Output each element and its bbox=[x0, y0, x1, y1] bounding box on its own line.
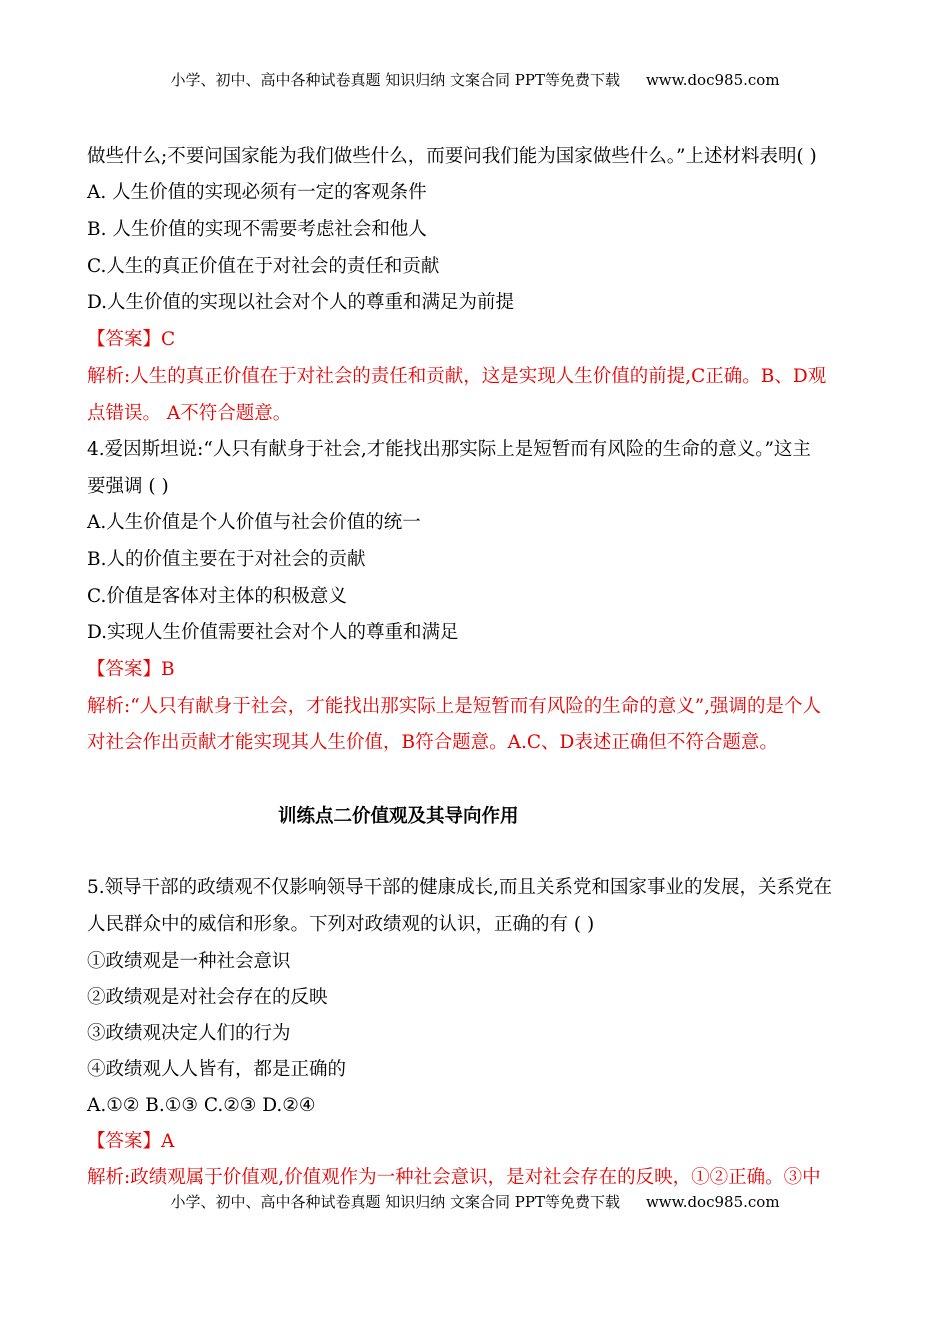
q4-option-c: C.价值是客体对主体的积极意义 bbox=[87, 586, 347, 607]
q4-option-b: B.人的价值主要在于对社会的贡献 bbox=[87, 549, 366, 570]
q3-stem: 做些什么;不要问国家能为我们做些什么，而要问我们能为国家做些什么。”上述材料表明( ) bbox=[87, 146, 817, 167]
q3-analysis-line-2: 点错误。 A不符合题意。 bbox=[87, 403, 292, 424]
q5-item-3: ③政绩观决定人们的行为 bbox=[87, 1023, 291, 1044]
q5-item-1: ①政绩观是一种社会意识 bbox=[87, 951, 291, 972]
q3-option-b: B. 人生价值的实现不需要考虑社会和他人 bbox=[87, 219, 427, 240]
q5-item-2: ②政绩观是对社会存在的反映 bbox=[87, 987, 328, 1008]
q5-options: A.①② B.①③ C.②③ D.②④ bbox=[87, 1095, 316, 1116]
header-url[interactable]: www.doc985.com bbox=[645, 71, 780, 89]
header-text: 小学、初中、高中各种试卷真题 知识归纳 文案合同 PPT等免费下载 bbox=[170, 71, 620, 89]
page-footer bbox=[0, 1191, 950, 1212]
footer-url[interactable]: www.doc985.com bbox=[645, 1193, 780, 1211]
q5-stem-line-1: 5.领导干部的政绩观不仅影响领导干部的健康成长,而且关系党和国家事业的发展，关系党在 bbox=[87, 877, 833, 898]
section-title: 训练点二价值观及其导向作用 bbox=[278, 806, 519, 827]
q3-analysis-line-1: 解析:人生的真正价值在于对社会的责任和贡献，这是实现人生价值的前提,C正确。B、D观 bbox=[87, 366, 827, 387]
q5-stem-line-2: 人民群众中的威信和形象。下列对政绩观的认识，正确的有 ( ) bbox=[87, 914, 595, 935]
q4-stem-line-1: 4.爱因斯坦说:“人只有献身于社会,才能找出那实际上是短暂而有风险的生命的意义。”这主 bbox=[87, 439, 811, 460]
q3-option-a: A. 人生价值的实现必须有一定的客观条件 bbox=[87, 182, 427, 203]
q4-analysis-line-2: 对社会作出贡献才能实现其人生价值，B符合题意。A.C、D表述正确但不符合题意。 bbox=[87, 732, 778, 753]
q4-stem-line-2: 要强调 ( ) bbox=[87, 476, 169, 497]
q5-analysis-line-1: 解析:政绩观属于价值观,价值观作为一种社会意识，是对社会存在的反映，①②正确。③中 bbox=[87, 1167, 821, 1188]
q4-analysis-line-1: 解析:“人只有献身于社会，才能找出那实际上是短暂而有风险的生命的意义”,强调的是个人 bbox=[87, 696, 822, 717]
q4-option-a: A.人生价值是个人价值与社会价值的统一 bbox=[87, 512, 421, 533]
footer-text: 小学、初中、高中各种试卷真题 知识归纳 文案合同 PPT等免费下载 bbox=[170, 1193, 620, 1211]
q5-item-4: ④政绩观人人皆有，都是正确的 bbox=[87, 1059, 347, 1080]
q4-answer: 【答案】B bbox=[87, 659, 175, 680]
q3-answer: 【答案】C bbox=[87, 329, 176, 350]
q5-answer: 【答案】A bbox=[87, 1131, 175, 1152]
q3-option-d: D.人生价值的实现以社会对个人的尊重和满足为前提 bbox=[87, 292, 515, 313]
q3-option-c: C.人生的真正价值在于对社会的责任和贡献 bbox=[87, 256, 440, 277]
q4-option-d: D.实现人生价值需要社会对个人的尊重和满足 bbox=[87, 622, 459, 643]
page-header bbox=[0, 69, 950, 90]
